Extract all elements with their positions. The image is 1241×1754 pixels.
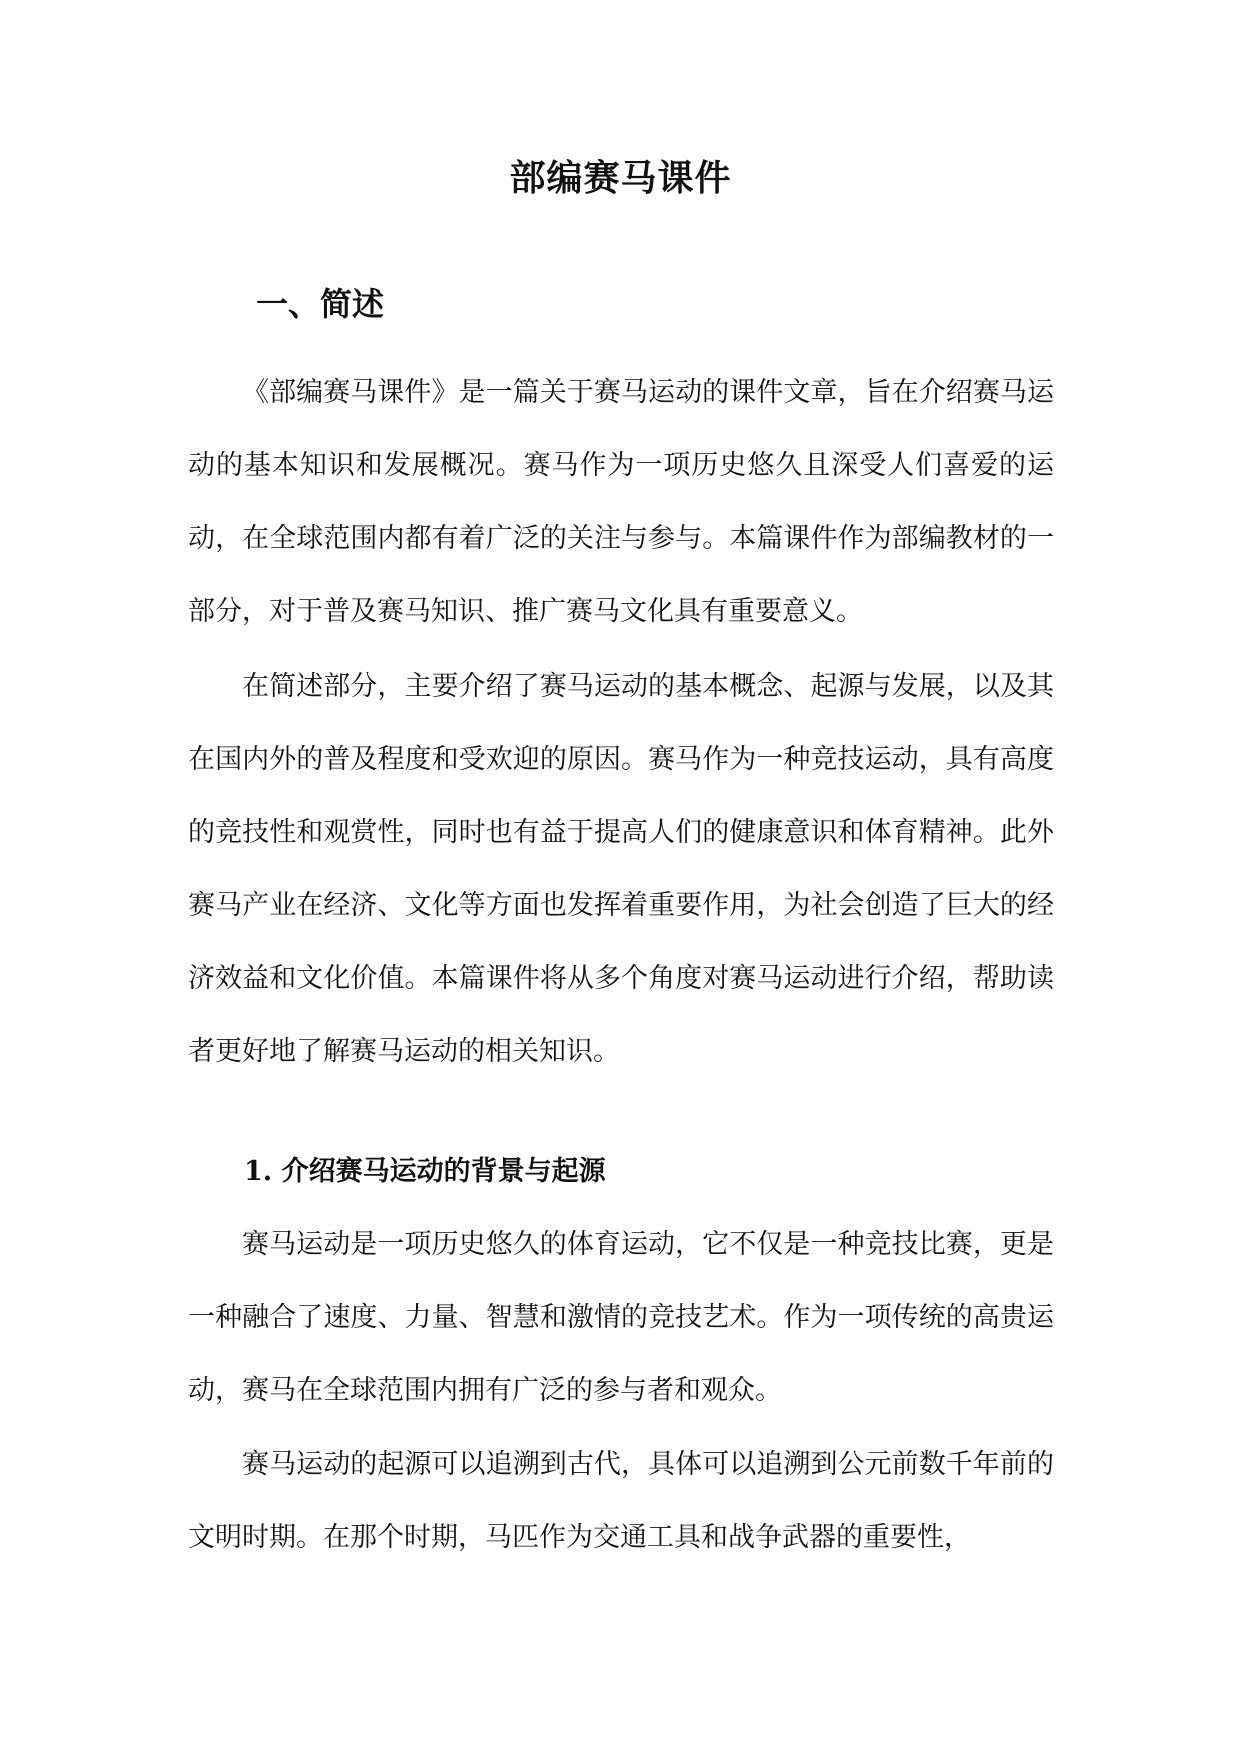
paragraph-background: 赛马运动是一项历史悠久的体育运动，它不仅是一种竞技比赛，更是一种融合了速度、力量、智慧和激情的竞技艺术。作为一项传统的高贵运动，赛马在全球范围内拥有广泛的参与者和观众。 [188,1229,1054,1406]
paragraph-overview-intro: 《部编赛马课件》是一篇关于赛马运动的课件文章，旨在介绍赛马运动的基本知识和发展概况。赛马作为一项历史悠久且深受人们喜爱的运动，在全球范围内都有着广泛的关注与参与。本篇课件作为部编教材的一部分，对于普及赛马知识、推广赛马文化具有重要意义。 [188,377,1054,627]
section-heading-overview: 一、简述 [256,285,385,323]
subsection-heading-background: 1. 介绍赛马运动的背景与起源 [244,1156,606,1187]
paragraph-overview-summary: 在简述部分，主要介绍了赛马运动的基本概念、起源与发展，以及其在国内外的普及程度和受欢迎的原因。赛马作为一种竞技运动，具有高度的竞技性和观赏性，同时也有益于提高人们的健康意识和体育精神。此外赛马产业在经济、文化等方面也发挥着重要作用，为社会创造了巨大的经济效益和文化价值。本篇课件将从多个角度对赛马运动进行介绍，帮助读者更好地了解赛马运动的相关知识。 [188,671,1054,1067]
paragraph-origin: 赛马运动的起源可以追溯到古代，具体可以追溯到公元前数千年前的文明时期。在那个时期，马匹作为交通工具和战争武器的重要性， [188,1449,1054,1553]
document-title: 部编赛马课件 [509,157,732,199]
